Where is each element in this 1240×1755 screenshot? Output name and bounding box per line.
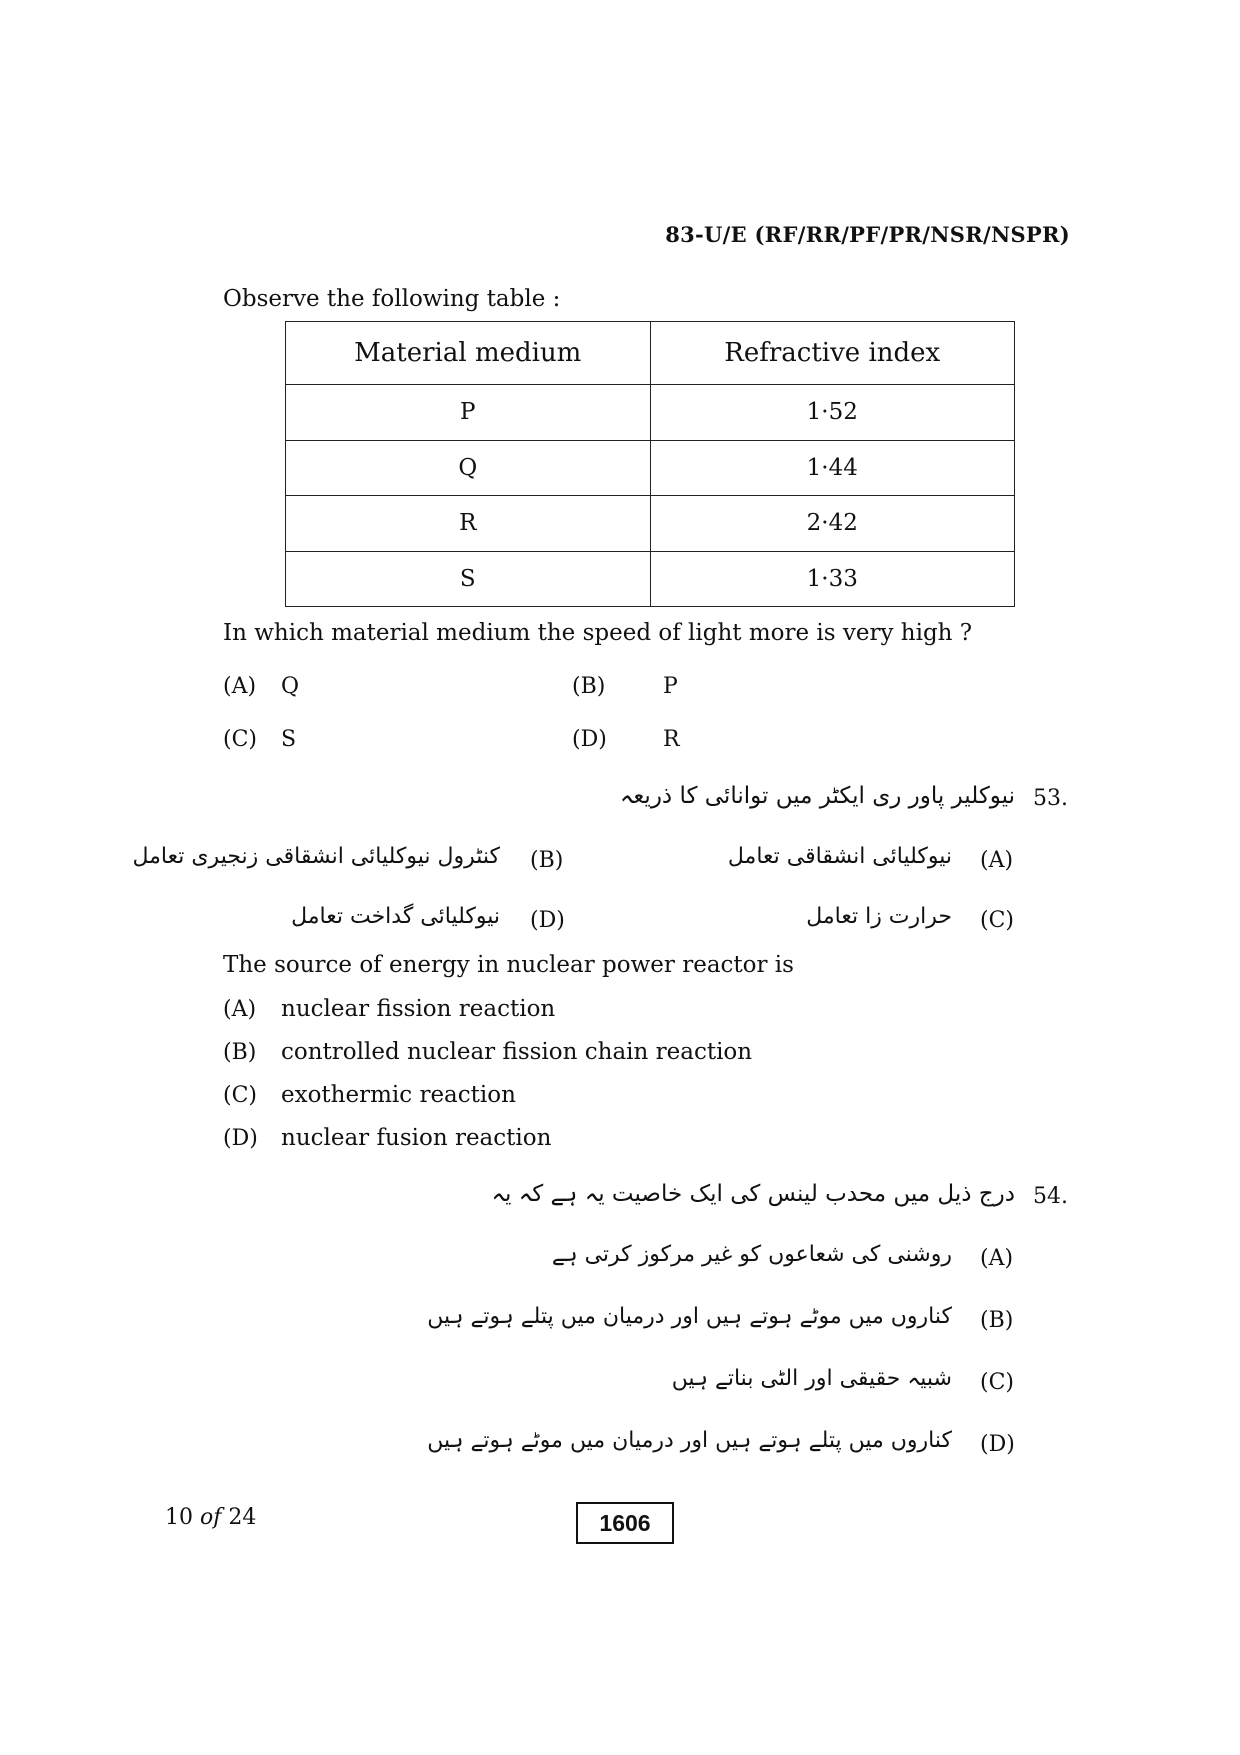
table-cell: 1·44 [650, 440, 1015, 495]
q52-option-b-text: P [663, 674, 678, 699]
q53-option-c-text: exothermic reaction [281, 1082, 516, 1108]
q53-option-c-label: (C) [223, 1083, 257, 1108]
q53-option-a-label: (A) [223, 997, 257, 1022]
paper-code: 83-U/E (RF/RR/PF/PR/NSR/NSPR) [665, 222, 1070, 247]
booklet-code-box: 1606 [576, 1502, 674, 1544]
q52-option-d-label: (D) [572, 727, 607, 752]
q54-urdu-option-d-text: کناروں میں پتلے ہوتے ہیں اور درمیان میں موٹے ہوتے ہیں [427, 1428, 952, 1453]
q52-option-a-label: (A) [223, 674, 257, 699]
q53-urdu-question: نیوکلیر پاور ری ایکٹر میں توانائی کا ذریعہ [619, 783, 1015, 809]
page-number [165, 1505, 256, 1530]
q53-urdu-option-a-label: (A) [980, 848, 1014, 873]
table-cell: 1·33 [650, 551, 1015, 606]
table-header-index: Refractive index [650, 322, 1015, 385]
q53-option-b-label: (B) [223, 1040, 257, 1065]
q53-urdu-option-d-text: نیوکلیائی گداخت تعامل [291, 904, 500, 929]
q54-urdu-option-a-text: روشنی کی شعاعوں کو غیر مرکوز کرتی ہے [551, 1242, 952, 1267]
page-current: 10 [165, 1505, 193, 1530]
q53-urdu-option-c-label: (C) [980, 908, 1014, 933]
q53-number: 53. [1033, 786, 1068, 811]
q53-option-a-text: nuclear fission reaction [281, 996, 556, 1022]
q54-urdu-question: درج ذیل میں محدب لینس کی ایک خاصیت یہ ہے کہ یہ [491, 1181, 1015, 1207]
table-header-medium: Material medium [286, 322, 651, 385]
table-cell: Q [286, 440, 651, 495]
page-total: 24 [228, 1505, 257, 1530]
q53-urdu-option-c-text: حرارت زا تعامل [806, 904, 952, 929]
q52-option-b-label: (B) [572, 674, 606, 699]
q53-option-b-text: controlled nuclear fission chain reaction [281, 1039, 753, 1065]
q52-question: In which material medium the speed of light more is very high ? [223, 620, 973, 646]
q53-urdu-option-d-label: (D) [530, 908, 565, 933]
q52-option-c-text: S [281, 727, 297, 752]
q52-option-c-label: (C) [223, 727, 257, 752]
q53-urdu-option-a-text: نیوکلیائی انشقاقی تعامل [727, 844, 952, 869]
refractive-index-table [285, 321, 1015, 607]
q53-option-d-label: (D) [223, 1126, 258, 1151]
q54-urdu-option-d-label: (D) [980, 1432, 1015, 1457]
q53-urdu-option-b-text: کنٹرول نیوکلیائی انشقاقی زنجیری تعامل [132, 844, 500, 869]
table-intro: Observe the following table : [223, 286, 561, 312]
table-cell: P [286, 385, 651, 440]
q53-question: The source of energy in nuclear power reactor is [223, 952, 794, 978]
q54-urdu-option-b-text: کناروں میں موٹے ہوتے ہیں اور درمیان میں پتلے ہوتے ہیں [427, 1304, 952, 1329]
q53-urdu-option-b-label: (B) [530, 848, 564, 873]
q52-option-d-text: R [663, 727, 680, 752]
q54-urdu-option-b-label: (B) [980, 1308, 1014, 1333]
table-cell: S [286, 551, 651, 606]
page-of: of [200, 1505, 222, 1530]
table-cell: R [286, 496, 651, 551]
q54-number: 54. [1033, 1184, 1068, 1209]
q54-urdu-option-c-text: شبیہ حقیقی اور الٹی بناتے ہیں [671, 1366, 952, 1391]
q52-option-a-text: Q [281, 674, 300, 699]
table-cell: 1·52 [650, 385, 1015, 440]
q53-option-d-text: nuclear fusion reaction [281, 1125, 552, 1151]
q54-urdu-option-a-label: (A) [980, 1246, 1014, 1271]
q54-urdu-option-c-label: (C) [980, 1370, 1014, 1395]
table-cell: 2·42 [650, 496, 1015, 551]
